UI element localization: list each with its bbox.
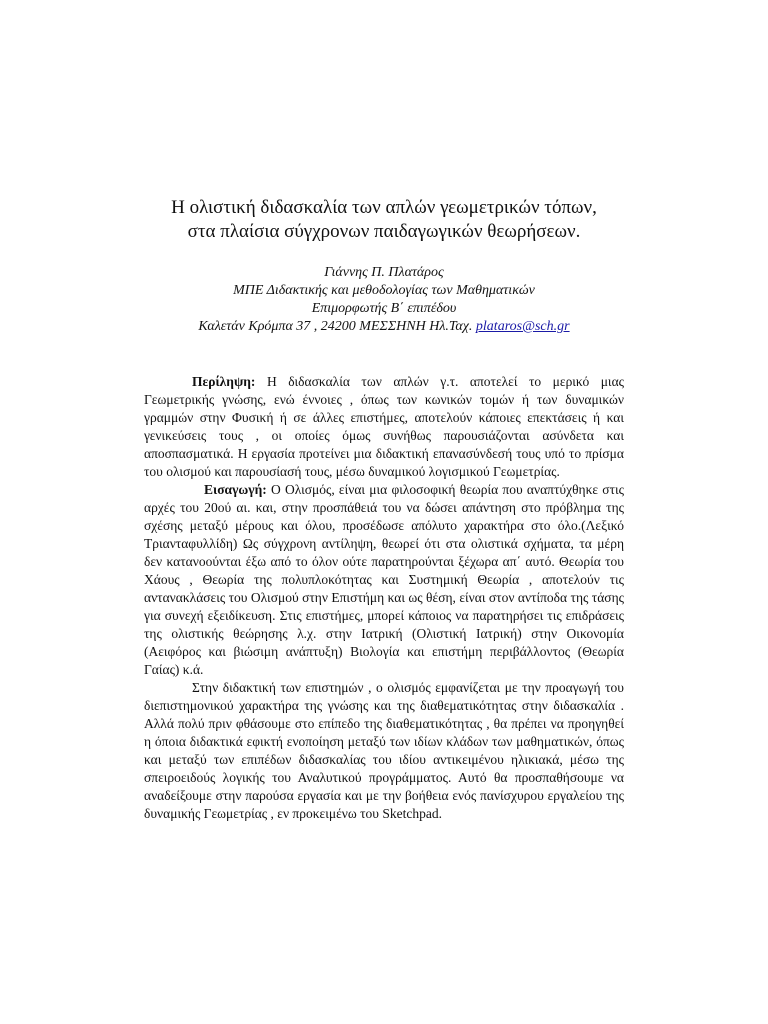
author-address: Καλετάν Κρόμπα 37 , 24200 ΜΕΣΣΗΝΗ Ηλ.Ταχ. [198,319,473,334]
author-address-line [60,318,708,336]
document-body [144,373,624,823]
abstract-paragraph [144,373,624,481]
author-email-link[interactable]: plataros@sch.gr [475,319,570,334]
introduction-label: Εισαγωγή: [204,482,267,497]
abstract-label: Περίληψη: [192,374,256,389]
title-line-1: Η ολιστική διδασκαλία των απλών γεωμετρικών τόπων, [171,197,597,218]
abstract-text: Η διδασκαλία των απλών γ.τ. αποτελεί το μερικό μιας Γεωμετρικής γνώσης, ενώ έννοιες , όπως των κωνικών τομών ή των δυναμικών γραμμών στην Φυσική ή σε άλλες επιστήμες, αποτελούν κάποιες επεκτάσεις ή και γενικεύσεις τους , οι οποίες όμως συνήθως παρουσιάζονται ασύνδετα και αποσπασματικά. Η εργασία προτείνει μια διδακτική επανασύνδεσή τους υπό το πρίσμα του ολισμού και παρουσίασή τους, μέσω δυναμικού λογισμικού Γεωμετρίας. [144,374,624,479]
introduction-text: Ο Ολισμός, είναι μια φιλοσοφική θεωρία που αναπτύχθηκε στις αρχές του 20ού αι. και, στην προσπάθειά του να δώσει απάντηση στο πρόβλημα της σχέσης μεταξύ μέρους και όλου, προσέδωσε απόλυτο χαρακτήρα στο όλο.(Λεξικό Τριανταφυλλίδη) Ως σύγχρονη αντίληψη, θεωρεί ότι στα ολιστικά σχήματα, τα μέρη δεν κατανοούνται έξω από το όλον ούτε παρατηρούνται ξέχωρα απ΄ αυτό. Θεωρία του Χάους , Θεωρία της πολυπλοκότητας και Συστημική Θεωρία , αποτελούν τις αντανακλάσεις του Ολισμού στην Επιστήμη και ως θέση, είναι στον αντίποδα της τάσης για συνεχή εξειδίκευση. Στις επιστήμες, μπορεί κάποιος να παρατηρήσει τις επιδράσεις της ολιστικής θεώρησης λ.χ. στην Ιατρική (Ολιστική Ιατρική) στην Οικονομία (Αειφόρος και βιώσιμη ανάπτυξη) Βιολογία και επιστήμη περιβάλλοντος (Θεωρία Γαίας) κ.ά. [144,482,624,677]
paper-title [80,196,688,244]
author-degree: ΜΠΕ Διδακτικής και μεθοδολογίας των Μαθηματικών [233,283,535,298]
introduction-paragraph [144,481,624,679]
title-line-2: στα πλαίσια σύγχρονων παιδαγωγικών θεωρήσεων. [187,221,581,242]
author-role: Επιμορφωτής Β΄ επιπέδου [311,301,457,316]
author-name: Γιάννης Π. Πλατάρος [324,265,444,280]
body-paragraph: Στην διδακτική των επιστημών , ο ολισμός εμφανίζεται με την προαγωγή του διεπιστημονικού χαρακτήρα της γνώσης και της διαθεματικότητας στην διδασκαλία . Αλλά πολύ πριν φθάσουμε στο επίπεδο της διαθεματικότητας , θα πρέπει να προηγηθεί η όποια διδακτικά εφικτή ενοποίηση μεταξύ των ιδίων κλάδων των μαθηματικών, όπως και μεταξύ των επιπέδων διδασκαλίας του ιδίου αντικειμένου ηλικιακά, μέσω της σπειροειδούς λογικής του Αναλυτικού προγράμματος. Αυτό θα προσπαθήσουμε να αναδείξουμε στην παρούσα εργασία και με την βοήθεια ενός πανίσχυρου εργαλείου της δυναμικής Γεωμετρίας , εν προκειμένω του Sketchpad. [144,680,624,821]
author-block [60,264,708,336]
